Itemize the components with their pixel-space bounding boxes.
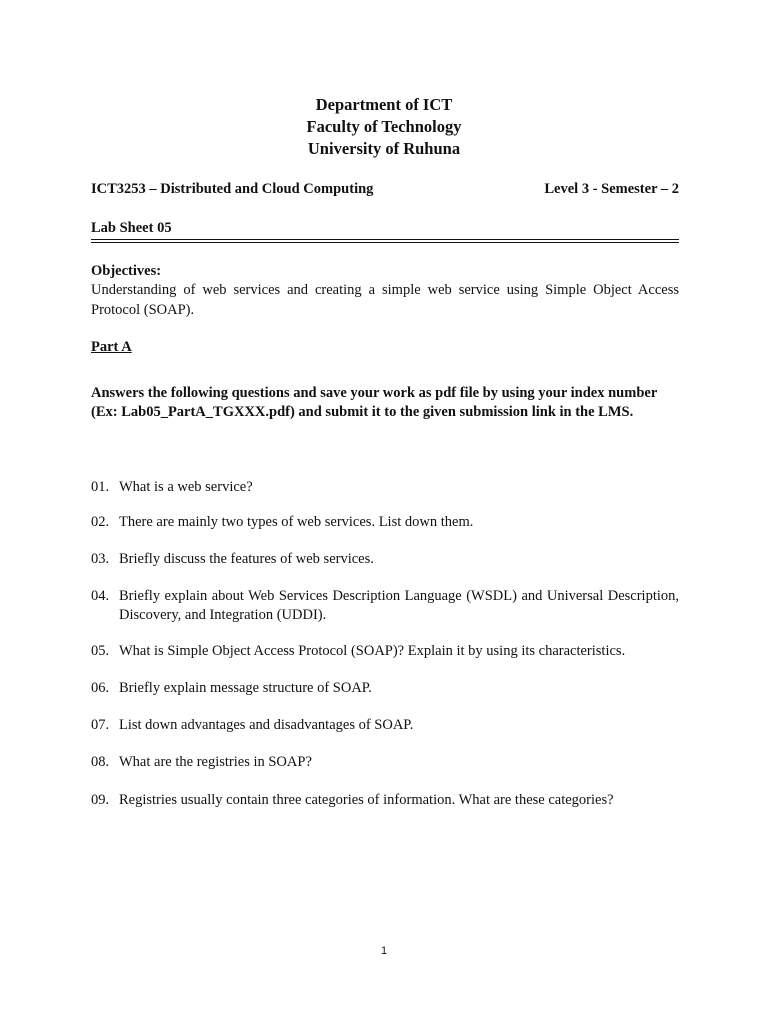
question-number: 04. — [91, 588, 110, 604]
page-number: 1 — [380, 945, 388, 957]
objectives-text: Understanding of web services and creating a simple web service using Simple Object Access Protocol (SOAP). — [91, 282, 679, 318]
course-level: Level 3 - Semester – 2 — [544, 181, 679, 197]
question-item — [91, 791, 679, 810]
question-text: Registries usually contain three categories of information. What are these categories? — [119, 792, 614, 808]
question-number: 09. — [91, 792, 110, 808]
question-text: List down advantages and disadvantages of SOAP. — [119, 717, 414, 733]
question-text: What is a web service? — [119, 479, 253, 495]
question-text: What are the registries in SOAP? — [119, 754, 312, 770]
course-info-line — [91, 180, 679, 198]
faculty-name: Faculty of Technology — [306, 117, 462, 136]
question-item — [91, 478, 679, 497]
document-header — [0, 94, 768, 160]
question-item — [91, 753, 679, 772]
question-text: There are mainly two types of web services. List down them. — [119, 514, 474, 530]
question-text: What is Simple Object Access Protocol (SOAP)? Explain it by using its characteristics. — [119, 643, 626, 659]
lab-sheet-title: Lab Sheet 05 — [91, 220, 172, 236]
question-item — [91, 513, 679, 532]
question-item — [91, 550, 679, 569]
objectives-heading: Objectives: — [91, 263, 162, 279]
question-number: 08. — [91, 754, 110, 770]
question-item — [91, 716, 679, 735]
course-title: ICT3253 – Distributed and Cloud Computing — [91, 181, 374, 197]
divider-bottom — [91, 242, 679, 243]
question-number: 03. — [91, 551, 110, 567]
question-number: 06. — [91, 680, 110, 696]
question-item — [91, 587, 679, 625]
question-item — [91, 679, 679, 698]
question-number: 01. — [91, 479, 110, 495]
question-item — [91, 642, 679, 661]
question-number: 02. — [91, 514, 110, 530]
instructions-text: Answers the following questions and save your work as pdf file by using your index number (Ex: Lab05_PartA_TGXXX.pdf) and submit it to the given submission link in the LMS. — [91, 385, 658, 420]
question-number: 07. — [91, 717, 110, 733]
divider-top — [91, 239, 679, 240]
question-number: 05. — [91, 643, 110, 659]
question-text: Briefly explain message structure of SOAP. — [119, 680, 372, 696]
university-name: University of Ruhuna — [307, 139, 461, 158]
department-name: Department of ICT — [315, 95, 453, 114]
question-text: Briefly discuss the features of web services. — [119, 551, 374, 567]
question-text: Briefly explain about Web Services Description Language (WSDL) and Universal Description, Discovery, and Integration (UDDI). — [119, 588, 679, 623]
part-heading: Part A — [91, 339, 132, 355]
